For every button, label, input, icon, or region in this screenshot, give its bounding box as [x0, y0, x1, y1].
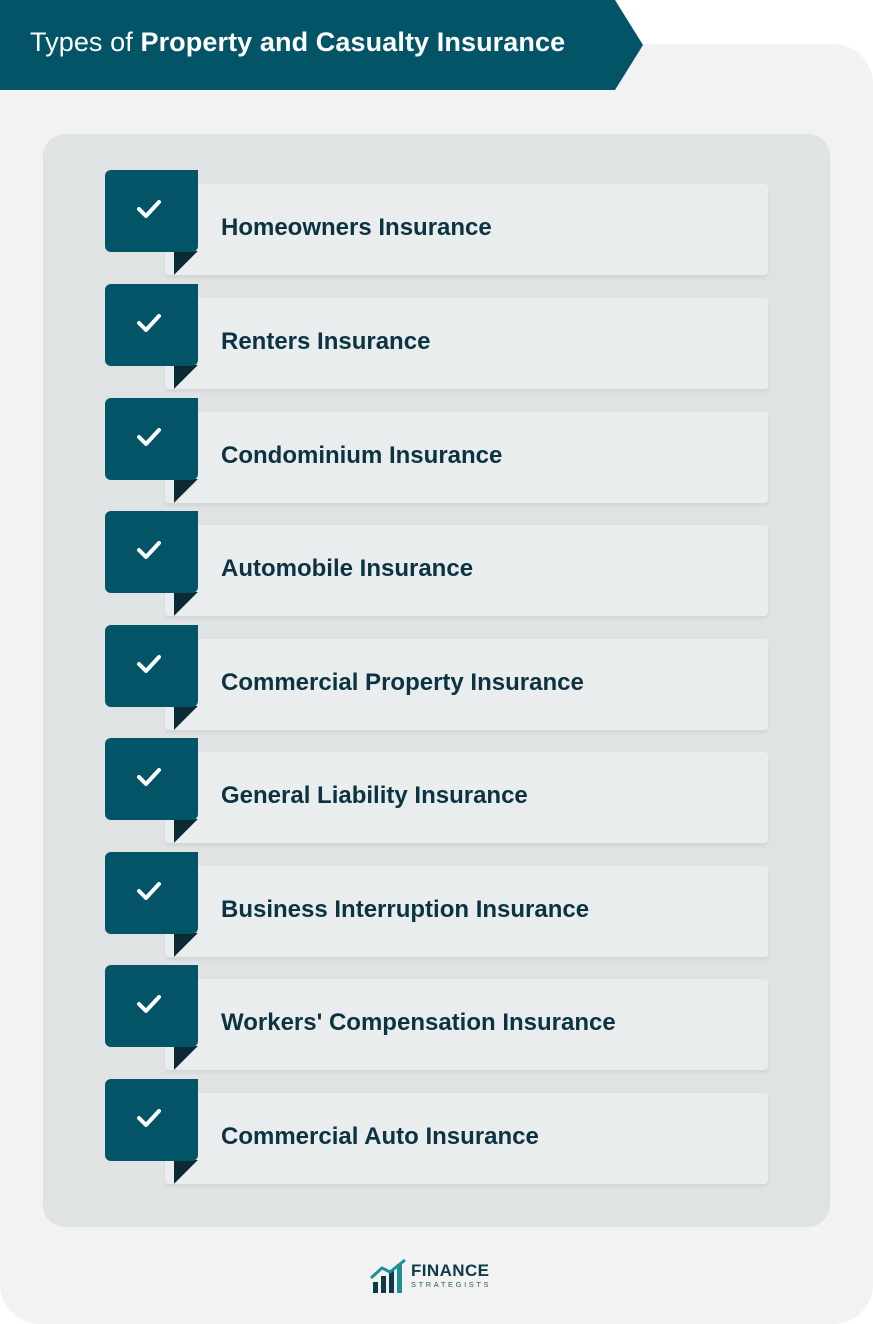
list-item	[105, 852, 768, 956]
item-label: Commercial Property Insurance	[221, 669, 584, 696]
check-icon	[136, 539, 162, 561]
item-label: Commercial Auto Insurance	[221, 1123, 539, 1150]
item-label: Condominium Insurance	[221, 442, 503, 469]
list-item	[105, 284, 768, 388]
tab-fold	[174, 933, 198, 957]
check-tab	[105, 965, 198, 1047]
check-icon	[136, 766, 162, 788]
check-icon	[136, 993, 162, 1015]
tab-fold	[174, 706, 198, 730]
item-label: Business Interruption Insurance	[221, 896, 590, 923]
check-tab	[105, 852, 198, 934]
title-bold: Property and Casualty Insurance	[140, 27, 566, 57]
list-item	[105, 398, 768, 502]
list-item	[105, 738, 768, 842]
list-item	[105, 965, 768, 1069]
item-label: Renters Insurance	[221, 328, 431, 355]
check-icon	[136, 426, 162, 448]
check-icon	[136, 653, 162, 675]
logo-subtitle: STRATEGISTS	[411, 1280, 492, 1289]
tab-fold	[174, 479, 198, 503]
tab-fold	[174, 1160, 198, 1184]
check-icon	[136, 198, 162, 220]
check-icon	[136, 880, 162, 902]
check-tab	[105, 284, 198, 366]
tab-fold	[174, 1046, 198, 1070]
logo-mark-icon	[370, 1258, 406, 1294]
tab-fold	[174, 251, 198, 275]
check-tab	[105, 511, 198, 593]
item-label: Workers' Compensation Insurance	[221, 1009, 616, 1036]
list-item	[105, 170, 768, 274]
check-icon	[136, 1107, 162, 1129]
title-banner	[0, 0, 643, 90]
item-label: General Liability Insurance	[221, 782, 528, 809]
check-tab	[105, 170, 198, 252]
title-light: Types of	[30, 27, 133, 57]
check-tab	[105, 625, 198, 707]
page-title	[30, 27, 565, 58]
list-item	[105, 1079, 768, 1183]
list-item	[105, 511, 768, 615]
tab-fold	[174, 819, 198, 843]
tab-fold	[174, 365, 198, 389]
item-label: Homeowners Insurance	[221, 214, 492, 241]
check-icon	[136, 312, 162, 334]
check-tab	[105, 398, 198, 480]
tab-fold	[174, 592, 198, 616]
list-item	[105, 625, 768, 729]
finance-strategists-logo	[370, 1258, 510, 1298]
item-label: Automobile Insurance	[221, 555, 474, 582]
check-tab	[105, 738, 198, 820]
logo-wordmark: FINANCE	[411, 1261, 490, 1280]
check-tab	[105, 1079, 198, 1161]
